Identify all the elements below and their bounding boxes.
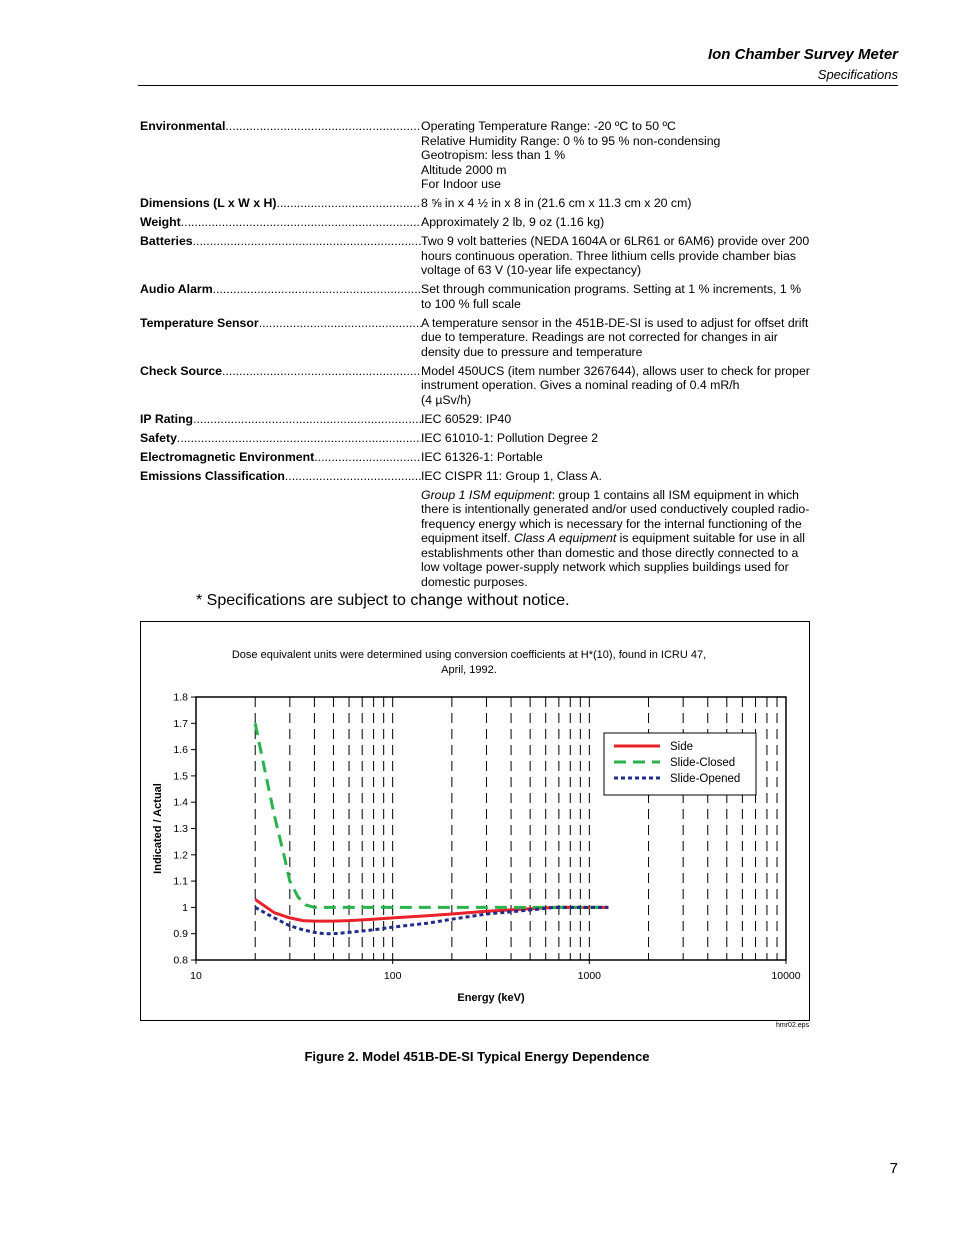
- spec-value: Geotropism: less than 1 %: [421, 148, 566, 162]
- spec-value: Operating Temperature Range: -20 ºC to 50 ºC: [421, 119, 676, 133]
- energy-dependence-chart: [141, 622, 811, 1022]
- spec-row: [140, 234, 820, 278]
- dot-leader: [276, 196, 421, 211]
- legend-label: Slide-Opened: [670, 773, 741, 785]
- figure-note-line2: April, 1992.: [441, 664, 497, 676]
- y-tick-label: 1.2: [173, 849, 188, 862]
- spec-row: [140, 282, 820, 311]
- spec-value: 8 ⅝ in x 4 ½ in x 8 in (21.6 cm x 11.3 cm x 20 cm): [421, 196, 692, 210]
- dot-leader: [193, 412, 421, 427]
- spec-label: IP Rating: [140, 411, 194, 426]
- header-subtitle: Specifications: [817, 67, 898, 82]
- spec-row: [140, 364, 820, 408]
- spec-label: Dimensions (L x W x H): [140, 196, 277, 210]
- dot-leader: [193, 234, 421, 278]
- spec-value: Approximately 2 lb, 9 oz (1.16 kg): [421, 215, 605, 229]
- spec-row: [140, 119, 820, 192]
- x-tick-label: 1000: [577, 970, 602, 982]
- series-line-slide-closed: [255, 723, 608, 907]
- spec-value: IEC 60529: IP40: [421, 411, 512, 426]
- spec-label: Weight: [140, 215, 181, 229]
- spec-label: Electromagnetic Environment: [140, 449, 315, 464]
- dot-leader: [314, 450, 421, 465]
- spec-label: Environmental: [140, 119, 226, 133]
- spec-row: [140, 316, 820, 360]
- spec-value: For Indoor use: [421, 177, 501, 191]
- page-number: 7: [889, 1160, 898, 1177]
- spec-list: [140, 119, 820, 589]
- emissions-term-group1: Group 1 ISM equipment: [421, 487, 552, 502]
- y-tick-label: 1.7: [173, 717, 188, 730]
- y-tick-label: 0.9: [173, 928, 188, 941]
- y-tick-label: 1.8: [173, 691, 188, 704]
- legend-label: Slide-Closed: [670, 757, 736, 769]
- x-tick-label: 100: [383, 970, 402, 982]
- spec-value: A temperature sensor in the 451B-DE-SI is used to adjust for offset drift due to temperature. Readings are not corrected for changes in air density due to pressure and temperature: [421, 315, 809, 359]
- dot-leader: [177, 431, 421, 446]
- spec-value: Two 9 volt batteries (NEDA 1604A or 6LR61 or 6AM6) provide over 200 hours continuous operation. Three lithium cells provide chamber bias voltage of 63 V (10-year life expectancy): [421, 234, 810, 277]
- dot-leader: [222, 364, 421, 408]
- spec-label: Batteries: [140, 234, 193, 248]
- spec-value: Set through communication programs. Setting at 1 % increments, 1 % to 100 % full scale: [421, 282, 802, 311]
- spec-notice: * Specifications are subject to change without notice.: [196, 592, 570, 609]
- header-title: Ion Chamber Survey Meter: [707, 46, 898, 63]
- emissions-term-classa: Class A equipment: [513, 531, 617, 545]
- dot-leader: [259, 316, 421, 360]
- y-tick-label: 1.6: [173, 744, 188, 757]
- spec-label: Check Source: [140, 363, 223, 378]
- y-axis-label: Indicated / Actual: [152, 783, 164, 874]
- spec-value: Relative Humidity Range: 0 % to 95 % non-condensing: [421, 133, 721, 148]
- series-line-side: [255, 900, 608, 922]
- figure-note-line1: Dose equivalent units were determined using conversion coefficients at H*(10), found in ICRU 47,: [231, 649, 707, 661]
- spec-value: Model 450UCS (item number 3267644), allows user to check for proper instrument operation. Gives a nominal reading of 0.4 mR/h: [421, 363, 810, 392]
- emissions-text1: : group 1 contains all ISM equipment in which there is intentionally generated and/or used conductively coupled radio-frequency energy which is necessary for the internal functioning of the equipment itself.: [421, 487, 810, 545]
- dot-leader: [181, 215, 421, 230]
- spec-row: [140, 450, 820, 465]
- spec-label: Safety: [140, 430, 177, 445]
- dot-leader: [213, 282, 421, 311]
- emissions-text2: is equipment suitable for use in all establishments other than domestic and those directly connected to a low voltage power-supply network which supplies buildings used for domestic purposes.: [421, 531, 805, 589]
- legend-label: Side: [670, 741, 694, 753]
- y-tick-label: 1.4: [173, 796, 188, 809]
- spec-value: IEC CISPR 11: Group 1, Class A.: [421, 468, 602, 483]
- figure-file-label: hmr02.eps: [776, 1022, 810, 1029]
- figure-caption: Figure 2. Model 451B-DE-SI Typical Energy Dependence: [304, 1049, 650, 1064]
- y-tick-label: 1.5: [173, 770, 188, 783]
- x-tick-label: 10: [190, 970, 202, 982]
- spec-row: [140, 431, 820, 446]
- spec-label: Emissions Classification: [140, 468, 285, 483]
- figure-box: [140, 621, 810, 1021]
- spec-row: [140, 469, 820, 484]
- y-tick-label: 1.3: [173, 823, 188, 835]
- spec-value: IEC 61326-1: Portable: [421, 449, 543, 464]
- y-tick-label: 1: [182, 901, 188, 914]
- x-tick-label: 10000: [771, 970, 801, 982]
- emissions-note: [421, 488, 811, 590]
- spec-label: Audio Alarm: [140, 282, 213, 296]
- spec-value: IEC 61010-1: Pollution Degree 2: [421, 430, 599, 445]
- spec-value: Altitude 2000 m: [421, 162, 507, 177]
- dot-leader: [285, 469, 421, 484]
- x-axis-label: Energy (keV): [457, 992, 525, 1004]
- y-tick-label: 1.1: [173, 875, 188, 888]
- y-tick-label: 0.8: [173, 954, 188, 967]
- header-rule: [138, 85, 898, 86]
- dot-leader: [225, 119, 421, 192]
- spec-label: Temperature Sensor: [140, 315, 259, 330]
- spec-row: [140, 412, 820, 427]
- spec-value: (4 µSv/h): [421, 392, 472, 407]
- spec-row: [140, 215, 820, 230]
- spec-row: [140, 196, 820, 211]
